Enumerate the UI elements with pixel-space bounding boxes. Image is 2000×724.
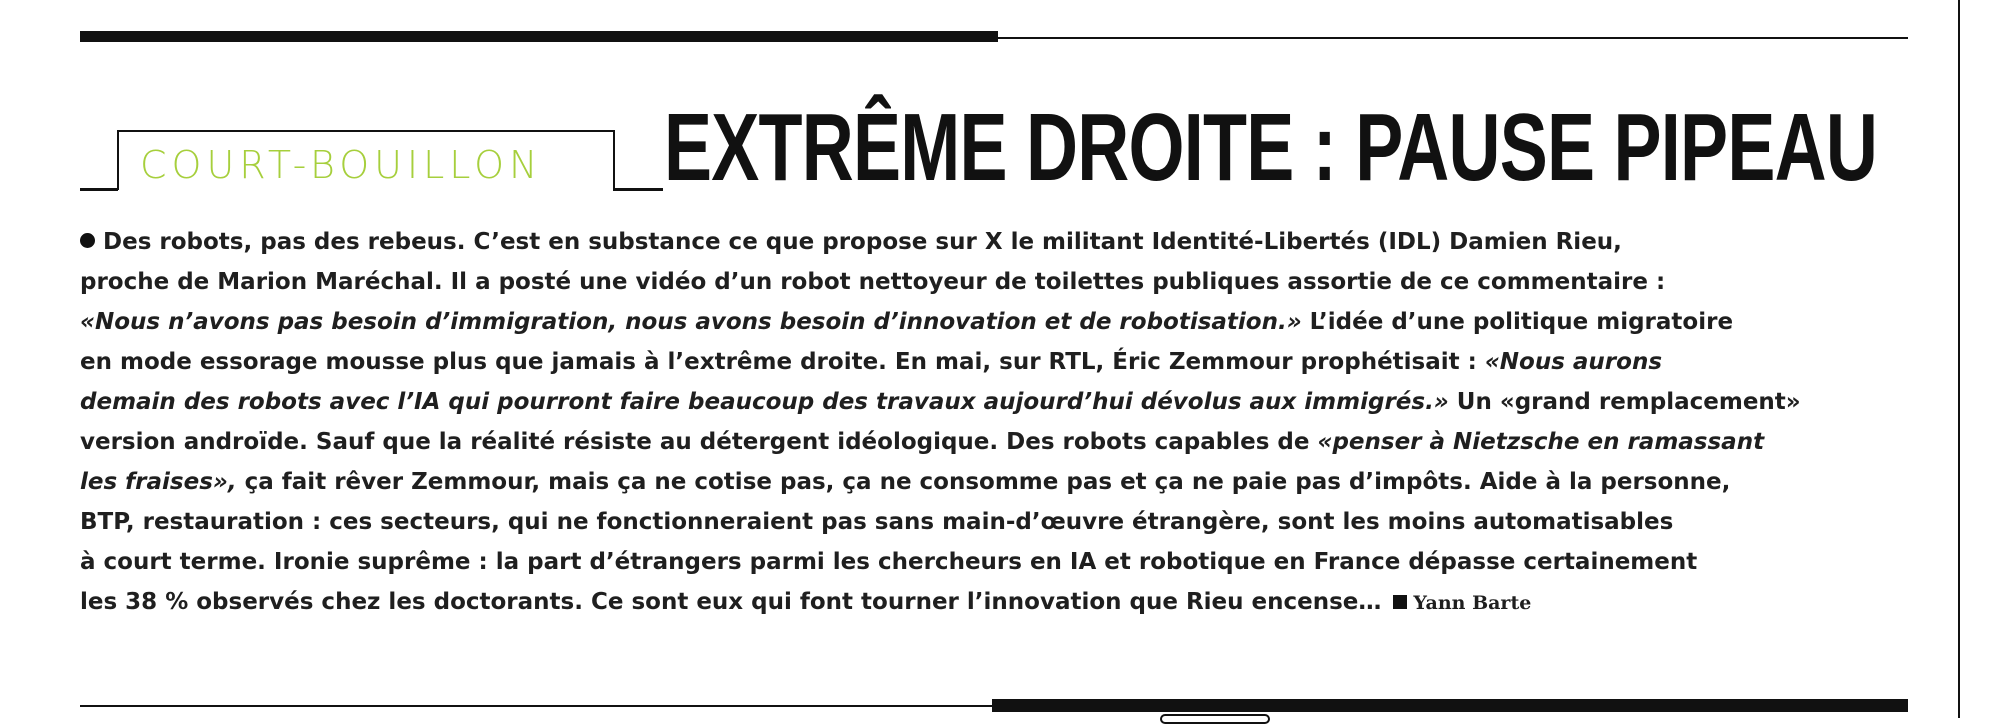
body-text: ça fait rêver Zemmour, mais ça ne cotise pas, ça ne consomme pas et ça ne paie pas d’impôts. Aide à la personne, — [236, 469, 1731, 495]
top-rule-thin — [998, 37, 1908, 39]
article-line — [80, 462, 1910, 502]
article-line — [80, 502, 1910, 542]
article-line — [80, 222, 1910, 262]
body-text: en mode essorage mousse plus que jamais à l’extrême droite. En mai, sur RTL, Éric Zemmour prophétisait : — [80, 349, 1485, 375]
body-text: à court terme. Ironie suprême : la part d’étrangers parmi les chercheurs en IA et robotique en France dépasse certainement — [80, 549, 1698, 575]
bottom-rule-thick — [992, 699, 1908, 712]
article-line — [80, 422, 1910, 462]
top-rule-thick — [80, 31, 998, 42]
body-text: BTP, restauration : ces secteurs, qui ne fonctionneraient pas sans main-d’œuvre étrangère, sont les moins automatisables — [80, 509, 1674, 535]
next-article-tab — [1160, 714, 1270, 724]
article-line — [80, 262, 1910, 302]
body-text: proche de Marion Maréchal. Il a posté une vidéo d’un robot nettoyeur de toilettes publiques assortie de ce commentaire : — [80, 269, 1666, 295]
bottom-rule-thin — [80, 705, 992, 707]
quote-text: «Nous n’avons pas besoin d’immigration, nous avons besoin d’innovation et de robotisation.» — [80, 309, 1302, 335]
body-text: Des robots, pas des rebeus. C’est en substance ce que propose sur X le militant Identité-Libertés (IDL) Damien Rieu, — [103, 229, 1622, 255]
rubric-underline-right — [613, 188, 663, 191]
article-line — [80, 342, 1910, 382]
body-text: les 38 % observés chez les doctorants. Ce sont eux qui font tourner l’innovation que Rieu encense… — [80, 589, 1382, 615]
article-line — [80, 582, 1910, 623]
quote-text: demain des robots avec l’IA qui pourront faire beaucoup des travaux aujourd’hui dévolus aux immigrés.» — [80, 389, 1449, 415]
article-body — [80, 222, 1910, 623]
article-headline: EXTRÊME DROITE : PAUSE PIPEAU — [664, 94, 1878, 201]
article-line — [80, 382, 1910, 422]
body-text: L’idée d’une politique migratoire — [1301, 309, 1734, 335]
rubric-underline-left — [80, 188, 118, 191]
article-line — [80, 542, 1910, 582]
body-text: version androïde. Sauf que la réalité résiste au détergent idéologique. Des robots capables de — [80, 429, 1318, 455]
bullet-icon — [80, 233, 95, 248]
article-line — [80, 302, 1910, 342]
body-text: Un «grand remplacement» — [1448, 389, 1801, 415]
column-divider — [1958, 0, 1960, 718]
author-byline: Yann Barte — [1413, 592, 1532, 614]
end-mark-icon — [1393, 595, 1407, 609]
quote-text: les fraises», — [80, 469, 237, 495]
quote-text: «Nous aurons — [1484, 349, 1663, 375]
rubric-label: COURT-BOUILLON — [140, 143, 543, 187]
quote-text: «penser à Nietzsche en ramassant — [1317, 429, 1765, 455]
